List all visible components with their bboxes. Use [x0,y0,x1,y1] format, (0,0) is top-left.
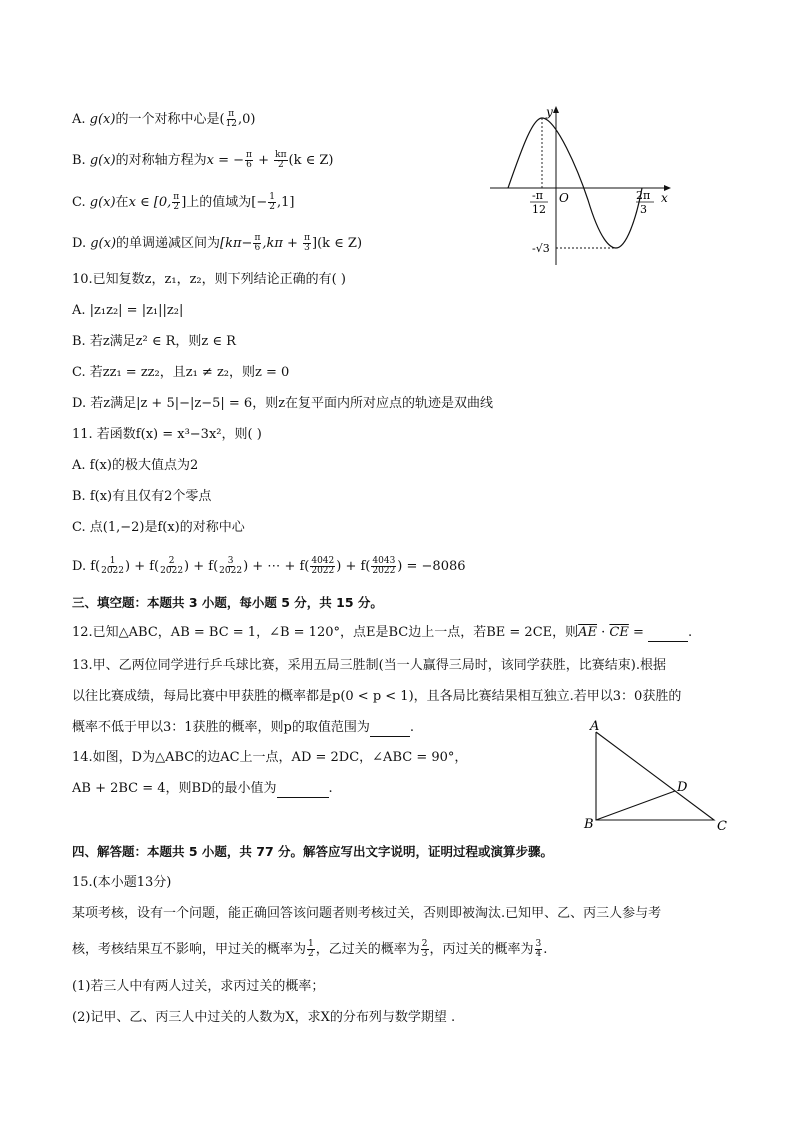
vertex-c-label: C [717,819,727,834]
section-fill-in-heading: 三、填空题：本题共 3 小题，每小题 5 分，共 15 分。 [72,595,383,610]
tick-neg-pi: -π [532,189,543,202]
q14-line2: AB + 2BC = 4，则BD的最小值为 . [72,781,333,796]
q15-part1: (1)若三人中有两人过关，求丙过关的概率； [72,979,325,994]
sine-graph [488,100,678,270]
q10-option-b: B. 若z满足z² ∈ R，则z ∈ R [72,334,236,349]
origin-label: O [559,191,569,205]
q15-line1: 某项考核，设有一个问题，能正确回答该问题者则考核过关，否则即被淘汰.已知甲、乙、丙三人参与考 [72,906,662,921]
q10-option-d: D. 若z满足|z + 5|−|z−5| = 6，则z在复平面内所对应点的轨迹是双曲线 [72,396,494,411]
vertex-b-label: B [584,817,594,832]
section-answer-heading: 四、解答题：本题共 5 小题，共 77 分。解答应写出文字说明，证明过程或演算步骤。 [72,844,554,859]
tick-two-pi: 2π [636,189,651,202]
q11-option-a: A. f(x)的极大值点为2 [72,458,199,473]
q10-option-c: C. 若zz₁ = zz₂，且z₁ ≠ z₂，则z = 0 [72,365,290,380]
q15-heading: 15.(本小题13分) [72,875,172,890]
q11-option-d: D. f( $\frac{1}{2022}$ ) + f( $\frac{2}{2022}$ ) + f( $\frac{3}{2022}$ ) + ⋯ + f( $\frac{4042}{2022}$ ) + f( $\frac{4043}{2022}$ ) = −8086 [72,556,466,576]
triangle-figure [578,716,738,838]
y-axis-label: y [546,105,553,119]
vertex-a-label: A [590,719,600,734]
q13-line2: 以往比赛成绩，每局比赛中甲获胜的概率都是p(0 < p < 1)，且各局比赛结果相互独立.若甲以3：0获胜的 [72,689,682,704]
tick-three: 3 [640,203,647,216]
vertex-d-label: D [677,780,688,795]
tick-neg-sqrt3: -√3 [532,242,550,255]
q9-option-c: C. g(x)在x ∈ [0, $\frac{\pi}{2}$ ]上的值域为[− $\frac{1}{2}$ ,1] [72,192,295,212]
q15-line2: 核，考核结果互不影响，甲过关的概率为 $\frac{1}{2}$ ，乙过关的概率为 $\frac{2}{3}$ ，丙过关的概率为 $\frac{3}{4}$ . [72,939,548,959]
q11-option-b: B. f(x)有且仅有2个零点 [72,489,212,504]
q15-part2: (2)记甲、乙、丙三人中过关的人数为X，求X的分布列与数学期望 . [72,1010,456,1025]
q9-option-a: A. g(x)的一个对称中心是( $\frac{\pi}{12}$ ,0) [72,109,256,129]
q11-option-c: C. 点(1,−2)是f(x)的对称中心 [72,520,245,535]
q11-stem: 11. 若函数f(x) = x³−3x²，则( ) [72,427,262,442]
q10-option-a: A. |z₁z₂| = |z₁||z₂| [72,303,184,318]
q14-line1: 14.如图，D为△ABC的边AC上一点，AD = 2DC，∠ABC = 90°， [72,750,468,765]
q13-line1: 13.甲、乙两位同学进行乒乓球比赛，采用五局三胜制(当一人赢得三局时，该同学获胜，比赛结束).根据 [72,658,666,673]
q9-option-d: D. g(x)的单调递减区间为[kπ− $\frac{\pi}{6}$ ,kπ + $\frac{\pi}{3}$ ](k ∈ Z) [72,233,363,253]
tick-twelve: 12 [532,203,546,216]
q9-option-b: B. g(x)的对称轴方程为x = − $\frac{\pi}{6}$ + $\frac{k\pi}{2}$ (k ∈ Z) [72,150,334,170]
q12-text: 12.已知△ABC，AB = BC = 1，∠B = 120°，点E是BC边上一点，若BE = 2CE，则$\overline{AE} \cdot \overline{CE}$ = . [72,625,693,640]
q10-stem: 10.已知复数z，z₁，z₂，则下列结论正确的有( ) [72,272,346,287]
q13-line3: 概率不低于甲以3：1获胜的概率，则p的取值范围为 . [72,720,415,735]
x-axis-label: x [661,191,668,205]
